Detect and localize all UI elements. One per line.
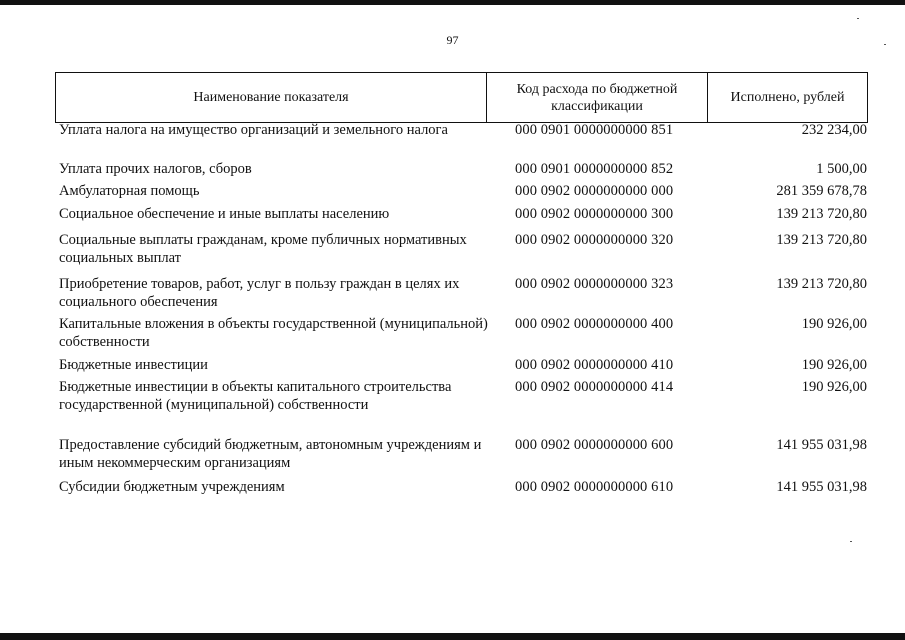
row-amount: 141 955 031,98 — [776, 437, 867, 453]
row-code: 000 0901 0000000000 852 — [515, 161, 674, 177]
row-name: Бюджетные инвестиции — [59, 357, 208, 373]
row-amount: 139 213 720,80 — [776, 206, 867, 222]
page-number: 97 — [446, 33, 459, 47]
row-code: 000 0902 0000000000 410 — [515, 357, 674, 373]
header-code: Код расхода по бюджетной классификации — [487, 73, 708, 122]
row-code: 000 0902 0000000000 610 — [515, 479, 674, 495]
row-code: 000 0902 0000000000 300 — [515, 206, 674, 222]
scan-top-border — [0, 0, 905, 5]
row-name: Приобретение товаров, работ, услуг в пользу граждан в целях их социального обеспечения — [59, 276, 460, 310]
row-name: Субсидии бюджетным учреждениям — [59, 479, 285, 495]
scan-bottom-border — [0, 633, 905, 640]
row-amount: 190 926,00 — [801, 316, 867, 332]
row-amount: 190 926,00 — [801, 357, 867, 373]
row-code: 000 0902 0000000000 323 — [515, 276, 674, 292]
row-name: Уплата прочих налогов, сборов — [59, 161, 252, 177]
row-amount: 232 234,00 — [801, 122, 867, 138]
row-code: 000 0901 0000000000 851 — [515, 122, 674, 138]
row-name: Уплата налога на имущество организаций и земельного налога — [59, 122, 448, 138]
row-amount: 139 213 720,80 — [776, 232, 867, 248]
row-amount: 281 359 678,78 — [776, 183, 867, 199]
scan-speck — [850, 541, 852, 542]
header-name: Наименование показателя — [56, 73, 487, 122]
row-amount: 139 213 720,80 — [776, 276, 867, 292]
row-name: Социальные выплаты гражданам, кроме публичных нормативных социальных выплат — [59, 232, 467, 266]
row-amount: 1 500,00 — [816, 161, 867, 177]
row-code: 000 0902 0000000000 600 — [515, 437, 674, 453]
table-header — [55, 72, 868, 123]
row-name: Амбулаторная помощь — [59, 183, 200, 199]
row-code: 000 0902 0000000000 400 — [515, 316, 674, 332]
row-amount: 141 955 031,98 — [776, 479, 867, 495]
row-code: 000 0902 0000000000 000 — [515, 183, 674, 199]
row-code: 000 0902 0000000000 414 — [515, 379, 674, 395]
row-name: Капитальные вложения в объекты государственной (муниципальной) собственности — [59, 316, 488, 350]
scan-speck — [857, 18, 859, 19]
row-name: Предоставление субсидий бюджетным, автономным учреждениям и иным некоммерческим организациям — [59, 437, 482, 471]
row-amount: 190 926,00 — [801, 379, 867, 395]
header-amount: Исполнено, рублей — [730, 90, 845, 105]
row-code: 000 0902 0000000000 320 — [515, 232, 674, 248]
row-name: Социальное обеспечение и иные выплаты населению — [59, 206, 390, 222]
row-name: Бюджетные инвестиции в объекты капитального строительства государственной (муниципальной) собственности — [59, 379, 452, 413]
